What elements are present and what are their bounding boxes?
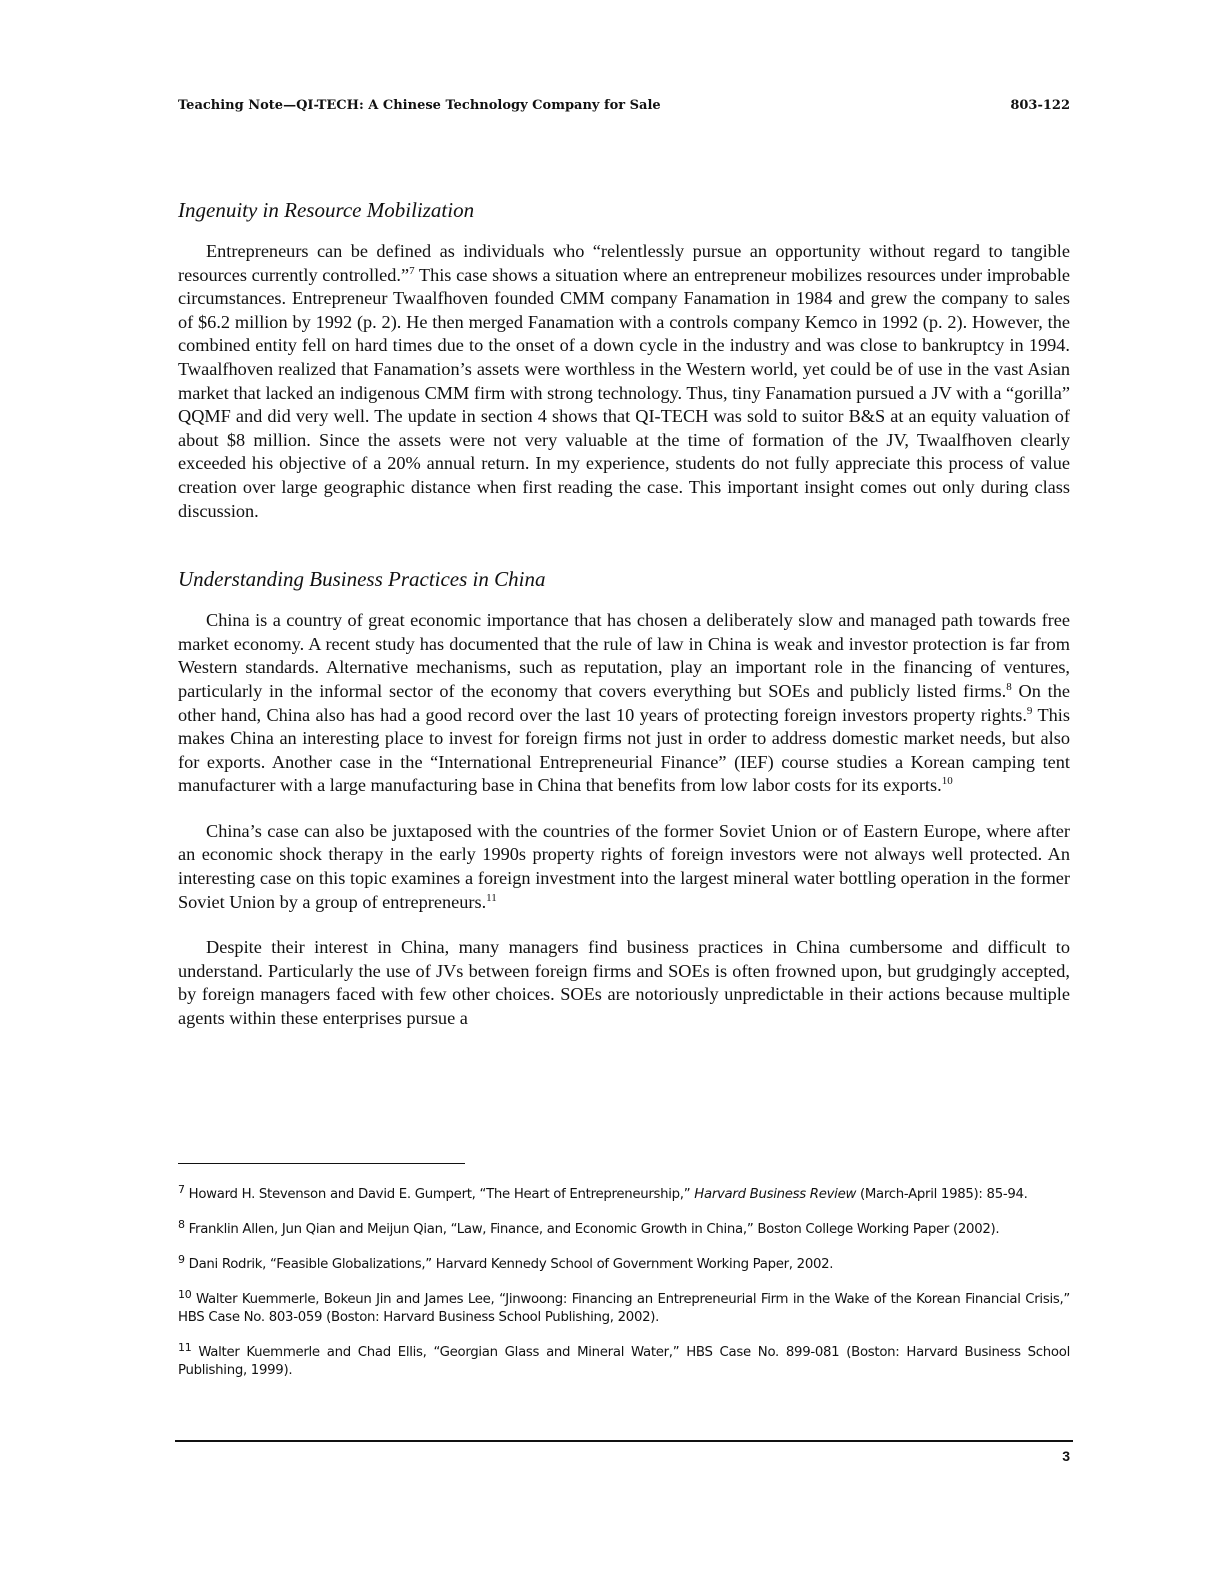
footnote-ref: 10 bbox=[941, 775, 953, 788]
section-heading: Understanding Business Practices in China bbox=[178, 567, 546, 592]
footer-divider bbox=[175, 1440, 1073, 1442]
footnote bbox=[178, 1288, 1070, 1327]
section-heading: Ingenuity in Resource Mobilization bbox=[178, 198, 475, 222]
footnote-ref: 8 bbox=[1006, 680, 1012, 693]
paragraph-text: On the other hand, China also has had a good record over the last 10 years of protecting foreign investors property rights. bbox=[178, 680, 1070, 725]
body-paragraph bbox=[178, 936, 1070, 1030]
footnote-number: 7 bbox=[178, 1183, 185, 1196]
footnote bbox=[178, 1183, 1070, 1204]
footnote bbox=[178, 1341, 1070, 1380]
body-paragraph bbox=[178, 820, 1070, 914]
paragraph-text: Entrepreneurs can be defined as individuals who “relentlessly pursue an opportunity without regard to tangible resources currently controlled.” bbox=[178, 241, 1070, 285]
paragraph-text: Despite their interest in China, many managers find business practices in China cumbersome and difficult to understand. Particularly the use of JVs between foreign firms and SOEs is often frowned upon, but grudgingly accepted, by foreign managers faced with few other choices. SOEs are notoriously unpredictable in their actions because multiple agents within these enterprises pursue a bbox=[178, 937, 1070, 1029]
footnote-number: 11 bbox=[178, 1341, 192, 1354]
paragraph-text: China’s case can also be juxtaposed with the countries of the former Soviet Union or of Eastern Europe, where after an economic shock therapy in the early 1990s property rights of foreign investors were not always well protected. An interesting case on this topic examines a foreign investment into the largest mineral water bottling operation in the former Soviet Union by a group of entrepreneurs. bbox=[178, 820, 1070, 912]
page-number: 3 bbox=[1062, 1448, 1070, 1464]
footnote bbox=[178, 1218, 1070, 1239]
footnote-ref: 11 bbox=[486, 891, 497, 904]
paragraph-text: This case shows a situation where an entrepreneur mobilizes resources under improbable circumstances. Entrepreneur Twaalfhoven founded CMM company Fanamation in 1984 and grew the company to sales of $6.2 million by 1992 (p. 2). He then merged Fanamation with a controls company Kemco in 1992 (p. 2). However, the combined entity fell on hard times due to the onset of a down cycle in the industry and was close to bankruptcy in 1994. Twaalfhoven realized that Fanamation’s assets were worthless in the Western world, yet could be of use in the vast Asian market that lacked an indigenous CMM firm with strong technology. Thus, tiny Fanamation pursued a JV with a “gorilla” QQMF and did very well. The update in section 4 shows that QI-TECH was sold to suitor B&S at an equity valuation of about $8 million. Since the assets were not very valuable at the time of formation of the JV, Twaalfhoven clearly exceeded his objective of a 20% annual return. In my experience, students do not fully appreciate this process of value creation over large geographic distance when first reading the case. This important insight comes out only during class discussion. bbox=[178, 264, 1071, 521]
footnote-italic: Harvard Business Review bbox=[694, 1187, 857, 1202]
paragraph-text: This makes China an interesting place to invest for foreign firms not just in order to address domestic market needs, but also for exports. Another case in the “International Entrepreneurial Finance” (IEF) course studies a Korean camping tent manufacturer with a large manufacturing base in China that benefits from low labor costs for its exports. bbox=[178, 704, 1070, 796]
footnote-divider bbox=[178, 1163, 465, 1164]
footnote-text: Walter Kuemmerle, Bokeun Jin and James Lee, “Jinwoong: Financing an Entrepreneurial Firm in the Wake of the Korean Financial Crisis,” HBS Case No. 803-059 (Boston: Harvard Business School Publishing, 2002). bbox=[178, 1292, 1070, 1325]
footnote-ref: 9 bbox=[1026, 704, 1033, 717]
footnote-text: Franklin Allen, Jun Qian and Meijun Qian, “Law, Finance, and Economic Growth in China,” Boston College Working Paper (2002). bbox=[188, 1222, 1000, 1237]
footnote-text: Howard H. Stevenson and David E. Gumpert, “The Heart of Entrepreneurship,” bbox=[188, 1187, 695, 1202]
body-paragraph bbox=[178, 609, 1070, 798]
footnotes bbox=[178, 1183, 1070, 1397]
paragraph-text: China is a country of great economic importance that has chosen a deliberately slow and managed path towards free market economy. A recent study has documented that the rule of law in China is weak and investor protection is far from Western standards. Alternative mechanisms, such as reputation, play an important role in the financing of ventures, particularly in the informal sector of the economy that covers everything but SOEs and publicly listed firms. bbox=[178, 610, 1070, 701]
footnote-text: Walter Kuemmerle and Chad Ellis, “Georgian Glass and Mineral Water,” HBS Case No. 899-081 (Boston: Harvard Business School Publishing, 1999). bbox=[178, 1345, 1070, 1378]
footnote-text: Dani Rodrik, “Feasible Globalizations,” Harvard Kennedy School of Government Working Paper, 2002. bbox=[188, 1257, 834, 1272]
footnote-text: (March-April 1985): 85-94. bbox=[856, 1187, 1028, 1202]
main-content bbox=[178, 196, 1070, 1031]
footnote bbox=[178, 1253, 1070, 1274]
body-paragraph bbox=[178, 240, 1070, 523]
footnote-number: 9 bbox=[178, 1253, 185, 1266]
running-header bbox=[178, 98, 1070, 120]
footnote-number: 8 bbox=[178, 1218, 185, 1231]
footnote-ref: 7 bbox=[409, 264, 415, 277]
document-code: 803-122 bbox=[1010, 98, 1070, 113]
header-title: Teaching Note—QI-TECH: A Chinese Technology Company for Sale bbox=[178, 98, 661, 113]
footnote-number: 10 bbox=[178, 1288, 192, 1301]
